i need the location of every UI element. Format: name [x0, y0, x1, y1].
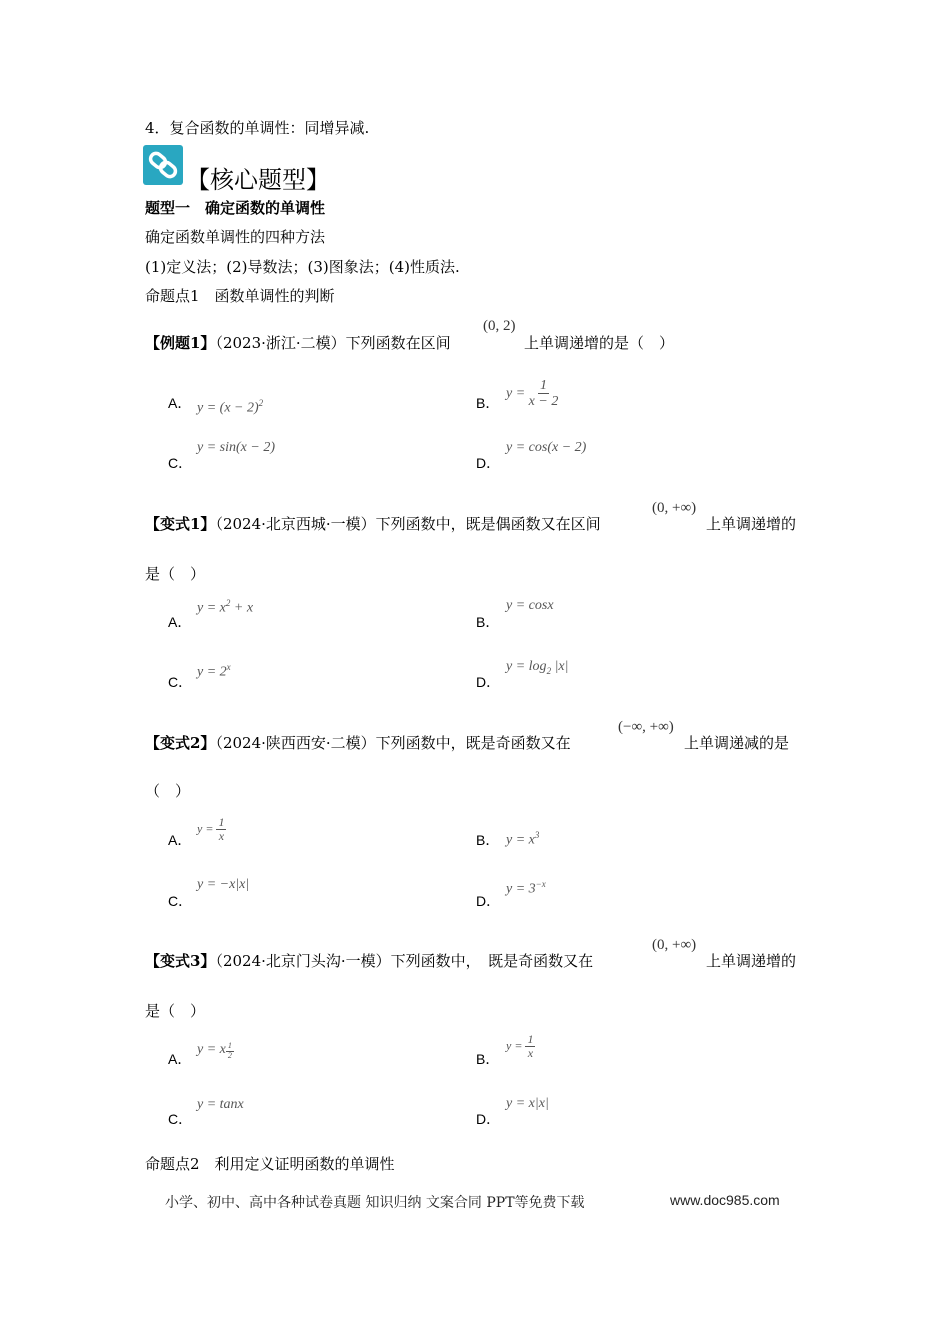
example1-option-b-expr: y = $\frac{1}{x - 2}$ — [506, 378, 559, 410]
footer-text: 小学、初中、高中各种试卷真题 知识归纳 文案合同 PPT等免费下载 — [165, 1195, 585, 1211]
variant2-option-a-label[interactable]: A． — [168, 832, 192, 848]
example1-option-a-expr: $y = (x - 2)^2$ — [197, 398, 264, 416]
variant1-interval: (0, +∞) — [652, 500, 697, 516]
variant1-option-b-label[interactable]: B． — [476, 614, 500, 630]
footer-url[interactable]: www.doc985.com — [670, 1192, 780, 1208]
example1-interval: (0, 2) — [483, 318, 516, 334]
variant2-option-c-label[interactable]: C． — [168, 893, 193, 909]
variant2-tag: 【变式2】 — [145, 734, 216, 752]
variant3-option-a-expr: y = x $\frac{1}{2}$ — [197, 1041, 232, 1060]
variant2-tail: 上单调递减的是 — [684, 734, 790, 752]
example1-option-a-label[interactable]: A． — [168, 395, 192, 411]
variant2-tail2: （ ） — [145, 782, 191, 800]
variant2-option-d-expr: $y = 3^{-x}$ — [506, 879, 546, 897]
variant1-option-d-label[interactable]: D． — [476, 674, 501, 690]
variant3-question — [145, 950, 593, 971]
variant2-question — [145, 732, 571, 753]
variant2-option-d-label[interactable]: D． — [476, 893, 501, 909]
variant2-option-c-expr: y = −x|x| — [197, 877, 250, 892]
variant3-option-d-label[interactable]: D． — [476, 1111, 501, 1127]
variant2-option-b-label[interactable]: B． — [476, 832, 500, 848]
variant1-tail: 上单调递增的 — [706, 515, 797, 533]
methods-list: (1)定义法；(2)导数法；(3)图象法；(4)性质法. — [145, 258, 460, 276]
variant3-interval: (0, +∞) — [652, 937, 697, 953]
variant1-tail2: 是（ ） — [145, 565, 206, 583]
variant3-option-d-expr: y = x|x| — [506, 1096, 549, 1111]
variant2-interval: (−∞, +∞) — [618, 719, 674, 735]
variant3-option-c-label[interactable]: C． — [168, 1111, 193, 1127]
variant3-option-a-label[interactable]: A． — [168, 1051, 192, 1067]
type1-title: 题型一 确定函数的单调性 — [145, 199, 326, 217]
example1-option-c-label[interactable]: C． — [168, 455, 193, 471]
example1-source: （2023·浙江·二模）下列函数在区间 — [215, 334, 451, 352]
example1-option-c-expr: y = sin(x − 2) — [197, 440, 275, 455]
methods-title: 确定函数单调性的四种方法 — [145, 228, 326, 246]
intro-line: 4．复合函数的单调性：同增异减. — [145, 119, 370, 137]
variant1-source: （2024·北京西城·一模）下列函数中，既是偶函数又在区间 — [215, 515, 601, 533]
example1-option-d-expr: y = cos(x − 2) — [506, 440, 587, 455]
variant1-option-a-label[interactable]: A． — [168, 614, 192, 630]
point2-title: 命题点2 利用定义证明函数的单调性 — [145, 1155, 395, 1173]
variant3-option-b-expr: y = $\frac{1}{x}$ — [506, 1032, 534, 1061]
variant3-tag: 【变式3】 — [145, 952, 216, 970]
variant1-tag: 【变式1】 — [145, 515, 216, 533]
variant3-option-b-label[interactable]: B． — [476, 1051, 500, 1067]
variant3-tail: 上单调递增的 — [706, 952, 797, 970]
variant3-tail2: 是（ ） — [145, 1002, 206, 1020]
variant2-source: （2024·陕西西安·二模）下列函数中，既是奇函数又在 — [215, 734, 571, 752]
link-icon — [143, 145, 183, 185]
example1-question — [145, 332, 451, 353]
variant3-option-c-expr: y = tanx — [197, 1097, 244, 1112]
variant1-question — [145, 513, 601, 534]
variant1-option-a-expr: $y = x^2 + x$ — [197, 598, 254, 616]
variant1-option-d-expr: $y = \log_2 |x|$ — [506, 659, 569, 676]
example1-tail: 上单调递增的是（ ） — [524, 334, 675, 352]
example1-option-b-label[interactable]: B． — [476, 395, 500, 411]
example1-tag: 【例题1】 — [145, 334, 216, 352]
variant2-option-a-expr: y = $\frac{1}{x}$ — [197, 815, 225, 844]
variant2-option-b-expr: $y = x^3$ — [506, 830, 540, 848]
variant3-source: （2024·北京门头沟·一模）下列函数中， 既是奇函数又在 — [215, 952, 594, 970]
variant1-option-c-expr: $y = 2^x$ — [197, 662, 231, 680]
point1-title: 命题点1 函数单调性的判断 — [145, 287, 335, 305]
variant1-option-c-label[interactable]: C． — [168, 674, 193, 690]
variant1-option-b-expr: y = cosx — [506, 598, 554, 613]
section-header: 【核心题型】 — [186, 166, 330, 194]
example1-option-d-label[interactable]: D． — [476, 455, 501, 471]
